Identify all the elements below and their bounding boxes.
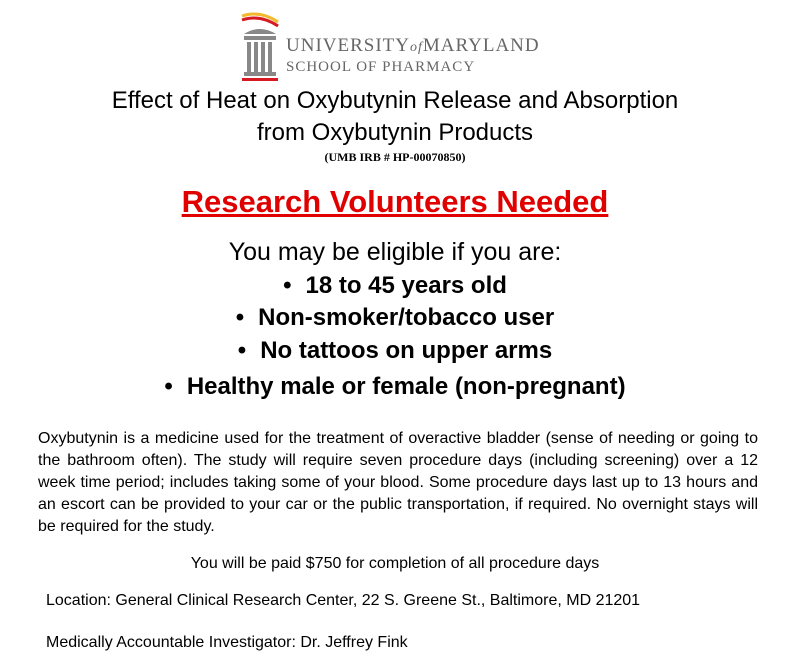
- logo-school: SCHOOL OF PHARMACY: [286, 59, 476, 75]
- logo-maryland: MARYLAND: [422, 35, 540, 56]
- criterion-text: No tattoos on upper arms: [260, 337, 553, 364]
- title-line-1: Effect of Heat on Oxybutynin Release and Absorption: [111, 87, 679, 114]
- criterion-text: Healthy male or female (non-pregnant): [186, 373, 626, 400]
- location-info: Location: General Clinical Research Center, 22 S. Greene St., Baltimore, MD 21201: [46, 592, 641, 609]
- recruitment-banner: [0, 184, 790, 220]
- banner-text: Research Volunteers Needed: [181, 184, 609, 219]
- study-description: Oxybutynin is a medicine used for the treatment of overactive bladder (sense of needing or going to the bathroom often). The study will require seven procedure days (including screening) over a 12 week time period; includes taking some of your blood. Some procedure days last up to 13 hours and an escort can be provided to your car or the public transportation, if required. No overnight stays will be required for the study.: [38, 430, 758, 535]
- criterion-text: 18 to 45 years old: [305, 272, 507, 299]
- title-line-2: from Oxybutynin Products: [256, 119, 534, 146]
- university-logo: [238, 12, 568, 84]
- irb-number: (UMB IRB # HP-00070850): [324, 150, 466, 164]
- criterion-item: [0, 304, 790, 332]
- dome-emblem-icon: [238, 12, 282, 84]
- bullet-icon: •: [237, 337, 247, 364]
- bullet-icon: •: [235, 304, 245, 331]
- bullet-icon: •: [164, 373, 173, 400]
- criterion-item: [0, 337, 790, 365]
- eligibility-heading: You may be eligible if you are:: [228, 238, 562, 266]
- investigator-info: Medically Accountable Investigator: Dr. Jeffrey Fink: [46, 634, 408, 651]
- criterion-text: Non-smoker/tobacco user: [258, 304, 555, 331]
- logo-of: of: [410, 40, 423, 55]
- criterion-item: [0, 272, 790, 300]
- logo-wordmark: [286, 36, 540, 76]
- criterion-item: [0, 373, 790, 401]
- logo-university: UNIVERSITY: [286, 35, 410, 56]
- bullet-icon: •: [283, 272, 292, 299]
- payment-info: You will be paid $750 for completion of all procedure days: [190, 555, 600, 572]
